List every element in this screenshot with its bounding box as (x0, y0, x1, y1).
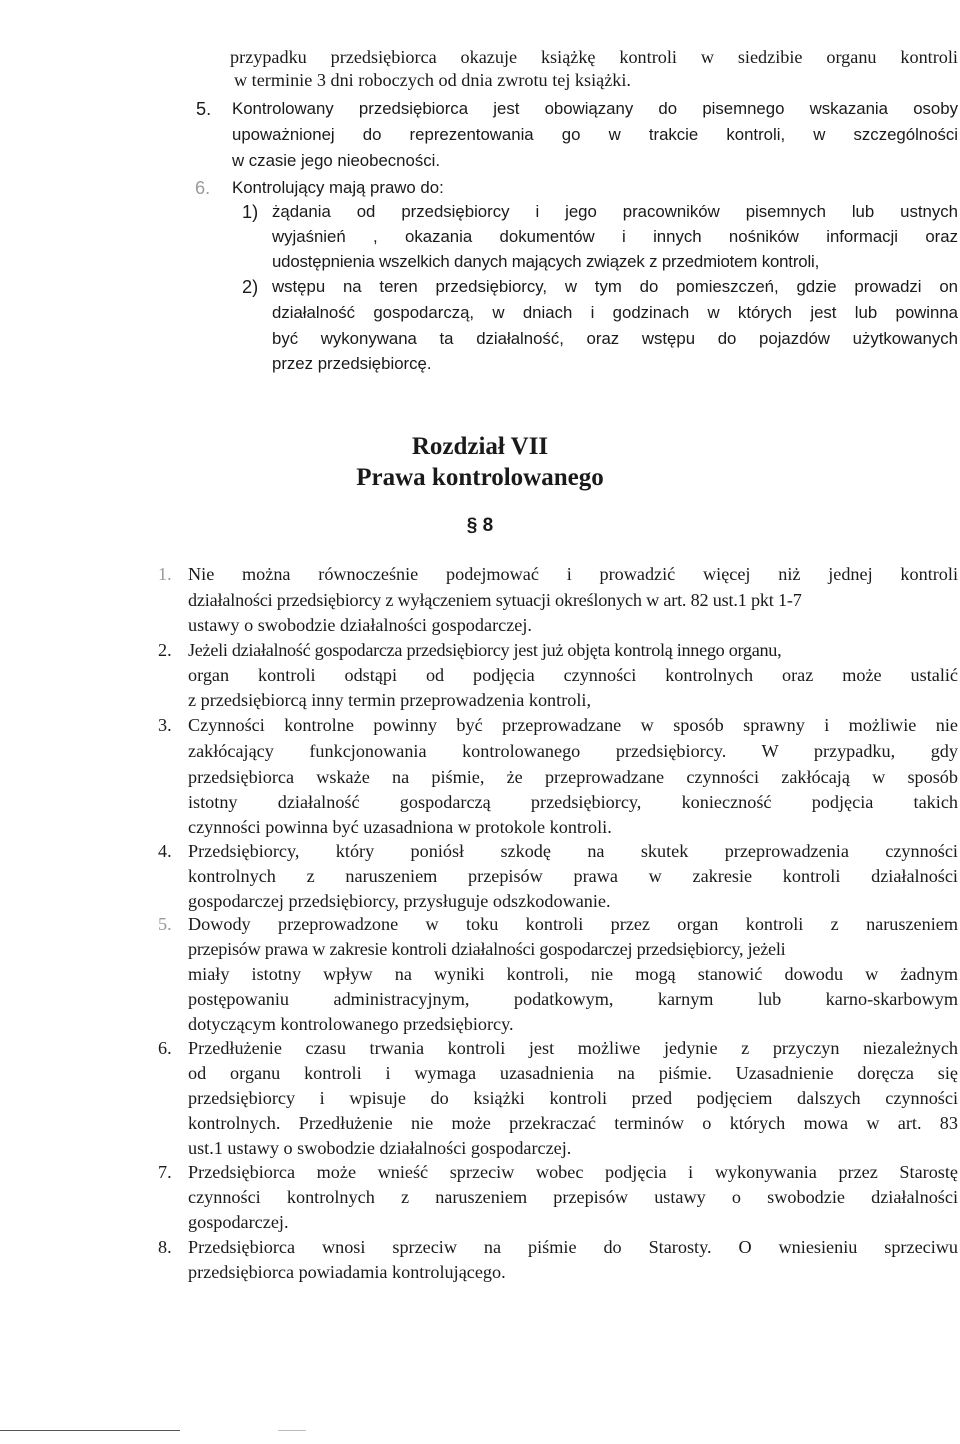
text-line: wstępu na teren przedsiębiorcy, w tym do pomieszczeń, gdzie prowadzi on (272, 277, 958, 296)
text-line: Kontrolujący mają prawo do: (232, 178, 444, 197)
item-number: 7. (158, 1162, 172, 1182)
text-line: Czynności kontrolne powinny być przeprowadzane w sposób sprawny i możliwie nie (188, 715, 958, 735)
text-line: kontrolnych z naruszeniem przepisów prawa w zakresie kontroli działalności (188, 866, 958, 886)
text-line: Przedsiębiorcy, który poniósł szkodę na skutek przeprowadzenia czynności (188, 841, 958, 861)
item-number: 1. (158, 564, 172, 584)
footer-rule (0, 1430, 180, 1431)
text-line: w czasie jego nieobecności. (232, 151, 441, 170)
chapter-title: Rozdział VII (411, 433, 549, 460)
text-line: przez przedsiębiorcę. (272, 354, 432, 373)
text-line: żądania od przedsiębiorcy i jego pracowników pisemnych lub ustnych (272, 202, 958, 221)
text-line: przepisów prawa w zakresie kontroli działalności gospodarczej przedsiębiorcy, jeżeli (188, 939, 786, 959)
item-number: 6. (158, 1038, 172, 1058)
item-number: 6. (195, 178, 211, 198)
subitem-number: 1) (242, 202, 259, 222)
chapter-subtitle: Prawa kontrolowanego (356, 464, 604, 491)
text-line: Przedsiębiorca wnosi sprzeciw na piśmie do Starosty. O wniesieniu sprzeciwu (188, 1237, 958, 1257)
text-line: przedsiębiorca wskaże na piśmie, że przeprowadzane czynności zakłócają w sposób (188, 767, 958, 787)
text-line: w terminie 3 dni roboczych od dnia zwrotu tej książki. (234, 70, 631, 90)
text-line: udostępnienia wszelkich danych mających związek z przedmiotem kontroli, (272, 252, 820, 271)
text-line: zakłócający funkcjonowania kontrolowanego przedsiębiorcy. W przypadku, gdy (188, 741, 958, 761)
text-line: działalność gospodarczą, w dniach i godzinach w których jest lub powinna (272, 303, 958, 322)
text-line: organ kontroli odstąpi od podjęcia czynności kontrolnych oraz może ustalić (188, 665, 958, 685)
text-line: przypadku przedsiębiorca okazuje książkę kontroli w siedzibie organu kontroli (230, 47, 958, 67)
text-line: czynności kontrolnych z naruszeniem przepisów ustawy o swobodzie działalności (188, 1187, 958, 1207)
subitem-number: 2) (242, 277, 259, 297)
text-line: ustawy o swobodzie działalności gospodarczej. (188, 615, 532, 635)
text-line: wyjaśnień , okazania dokumentów i innych nośników informacji oraz (272, 227, 958, 246)
text-line: Przedłużenie czasu trwania kontroli jest możliwe jedynie z przyczyn niezależnych (188, 1038, 958, 1058)
text-line: Kontrolowany przedsiębiorca jest obowiązany do pisemnego wskazania osoby (232, 99, 958, 118)
item-number: 5. (158, 914, 172, 934)
text-line: gospodarczej przedsiębiorcy, przysługuje odszkodowanie. (188, 891, 611, 911)
item-number: 4. (158, 841, 172, 861)
text-line: być wykonywana ta działalność, oraz wstępu do pojazdów użytkowanych (272, 329, 958, 348)
text-line: upoważnionej do reprezentowania go w trakcie kontroli, w szczególności (232, 125, 958, 144)
text-line: działalności przedsiębiorcy z wyłączeniem sytuacji określonych w art. 82 ust.1 pkt 1-7 (188, 590, 802, 610)
item-number: 3. (158, 715, 172, 735)
text-line: dotyczącym kontrolowanego przedsiębiorcy. (188, 1014, 514, 1034)
text-line: Jeżeli działalność gospodarcza przedsiębiorcy jest już objęta kontrolą innego organu, (188, 640, 782, 660)
text-line: z przedsiębiorcą inny termin przeprowadzenia kontroli, (188, 690, 591, 710)
text-line: przedsiębiorcy i wpisuje do książki kontroli przed podjęciem dalszych czynności (188, 1088, 958, 1108)
text-line: postępowaniu administracyjnym, podatkowym, karnym lub karno-skarbowym (188, 989, 958, 1009)
item-number: 8. (158, 1237, 172, 1257)
section-number: § 8 (466, 515, 494, 536)
footer-rule-fragment (278, 1430, 306, 1431)
text-line: od organu kontroli i wymaga uzasadnienia na piśmie. Uzasadnienie doręcza się (188, 1063, 958, 1083)
text-line: istotny działalność gospodarczą przedsiębiorcy, konieczność podjęcia takich (188, 792, 958, 812)
text-line: kontrolnych. Przedłużenie nie może przekraczać terminów o których mowa w art. 83 (188, 1113, 958, 1133)
text-line: ust.1 ustawy o swobodzie działalności gospodarczej. (188, 1138, 572, 1158)
text-line: Nie można równocześnie podejmować i prowadzić więcej niż jednej kontroli (188, 564, 958, 584)
text-line: Dowody przeprowadzone w toku kontroli przez organ kontroli z naruszeniem (188, 914, 958, 934)
text-line: Przedsiębiorca może wnieść sprzeciw wobec podjęcia i wykonywania przez Starostę (188, 1162, 958, 1182)
text-line: miały istotny wpływ na wyniki kontroli, nie mogą stanowić dowodu w żadnym (188, 964, 958, 984)
text-line: gospodarczej. (188, 1212, 289, 1232)
text-line: przedsiębiorca powiadamia kontrolującego. (188, 1262, 506, 1282)
item-number: 5. (196, 99, 212, 119)
text-line: czynności powinna być uzasadniona w protokole kontroli. (188, 817, 612, 837)
item-number: 2. (158, 640, 172, 660)
